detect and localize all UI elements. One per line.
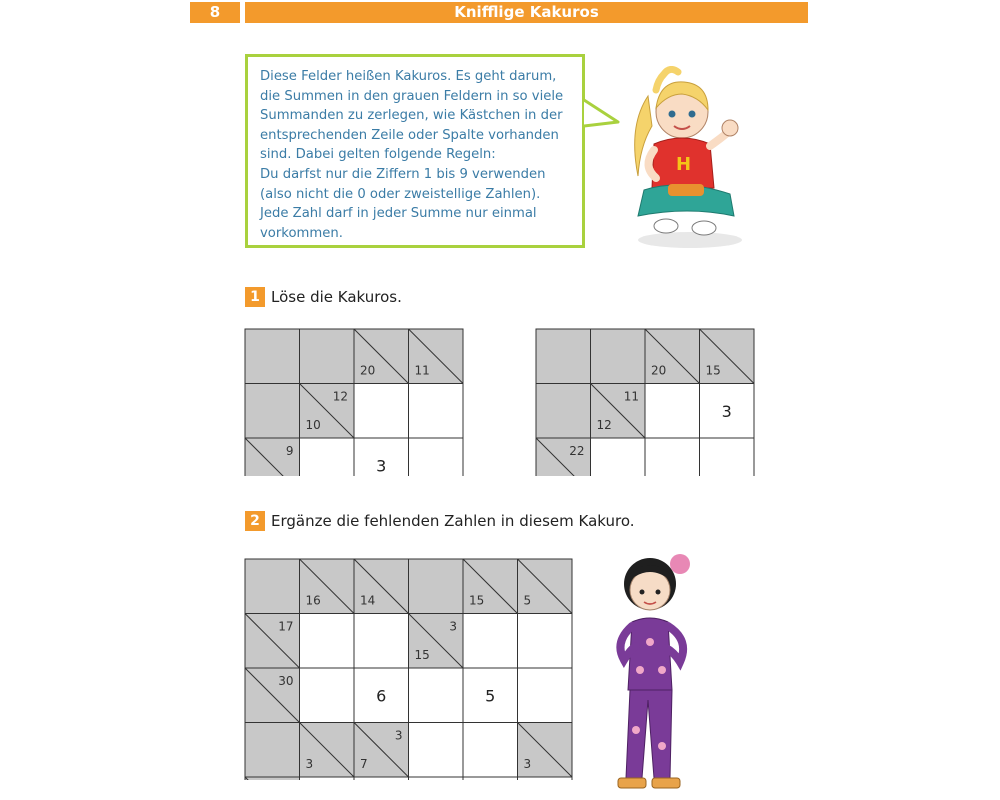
column-sum-label: 12 [596, 418, 612, 432]
page-number: 8 [190, 2, 240, 23]
row-sum-label: 11 [623, 389, 639, 404]
clue-cell [591, 329, 646, 384]
answer-cell[interactable] [463, 723, 518, 778]
answer-cell[interactable] [354, 384, 409, 439]
given-digit: 5 [485, 686, 496, 706]
clue-cell [409, 614, 464, 669]
clue-cell [536, 329, 591, 384]
kakuro-puzzle-2 [535, 328, 757, 476]
answer-cell[interactable] [409, 723, 464, 778]
clue-cell [409, 559, 464, 614]
answer-cell[interactable] [409, 438, 464, 476]
intro-text: Diese Felder heißen Kakuros. Es geht darum, die Summen in den grauen Feldern in so viele Summanden zu zerlegen, wie Kästchen in der entsprechenden Zeile oder Spalte vorhanden sind. Dabei gelten folgende Regeln: Du darfst nur die Ziffern 1 bis 9 verwenden (also nicht die 0 oder zweistellige Zahlen). Jede Zahl darf in jeder Summe nur einmal vorkommen. [260, 69, 564, 241]
answer-cell[interactable] [463, 668, 518, 723]
answer-cell[interactable] [463, 614, 518, 669]
answer-cell[interactable] [700, 438, 755, 476]
answer-cell[interactable] [409, 384, 464, 439]
answer-cell[interactable] [300, 668, 355, 723]
girl-blonde-illustration [618, 66, 748, 250]
kakuro-puzzle-1 [244, 328, 466, 476]
row-sum-label: 3 [449, 619, 457, 634]
answer-cell[interactable] [354, 438, 409, 476]
column-sum-label: 11 [414, 363, 430, 378]
given-digit: 6 [376, 686, 387, 706]
clue-cell [245, 384, 300, 439]
given-digit: 3 [721, 401, 732, 421]
clue-cell [536, 438, 591, 476]
clue-cell [354, 723, 409, 778]
column-sum-label: 15 [705, 363, 721, 378]
answer-cell[interactable] [518, 777, 573, 780]
clue-cell [409, 329, 464, 384]
clue-cell [300, 559, 355, 614]
answer-cell[interactable] [300, 614, 355, 669]
answer-cell[interactable] [645, 438, 700, 476]
clue-cell [300, 329, 355, 384]
speech-bubble [245, 54, 585, 248]
clue-cell [300, 384, 355, 439]
task-2-instruction: Ergänze die fehlenden Zahlen in diesem Kakuro. [271, 512, 635, 530]
clue-cell [354, 559, 409, 614]
clue-cell [518, 559, 573, 614]
task-2-number: 2 [245, 511, 265, 531]
row-sum-label: 3 [394, 728, 403, 743]
task-1-instruction: Löse die Kakuros. [271, 288, 402, 306]
answer-cell[interactable] [518, 668, 573, 723]
clue-cell [463, 559, 518, 614]
task-1-number: 1 [245, 287, 265, 307]
column-sum-label: 10 [305, 418, 321, 432]
column-sum-label: 15 [469, 593, 485, 608]
row-sum-label: 30 [278, 674, 294, 688]
given-digit: 3 [376, 456, 387, 476]
clue-cell [645, 329, 700, 384]
clue-cell [591, 384, 646, 439]
column-sum-label: 3 [305, 757, 314, 771]
kakuro-puzzle-3 [244, 558, 576, 780]
answer-cell[interactable] [409, 777, 464, 780]
clue-cell [536, 384, 591, 439]
page-title: Knifflige Kakuros [245, 2, 808, 23]
row-sum-label: 12 [332, 389, 348, 404]
answer-cell[interactable] [591, 438, 646, 476]
answer-cell[interactable] [463, 777, 518, 780]
answer-cell[interactable] [300, 777, 355, 780]
girl-darkhair-illustration [604, 550, 714, 798]
answer-cell[interactable] [354, 777, 409, 780]
clue-cell [245, 438, 300, 476]
answer-cell[interactable] [518, 614, 573, 669]
column-sum-label: 5 [523, 593, 532, 608]
clue-cell [245, 559, 300, 614]
clue-cell [700, 329, 755, 384]
column-sum-label: 20 [651, 363, 667, 378]
clue-cell [245, 614, 300, 669]
row-sum-label: 17 [278, 619, 294, 634]
clue-cell [300, 723, 355, 778]
clue-cell [518, 723, 573, 778]
answer-cell[interactable] [354, 668, 409, 723]
column-sum-label: 16 [305, 593, 321, 608]
clue-cell [354, 329, 409, 384]
column-sum-label: 20 [360, 363, 376, 378]
answer-cell[interactable] [300, 438, 355, 476]
row-sum-label: 22 [569, 444, 585, 458]
answer-cell[interactable] [354, 614, 409, 669]
clue-cell [245, 723, 300, 778]
answer-cell[interactable] [645, 384, 700, 439]
svg-text:H: H [676, 154, 692, 175]
column-sum-label: 14 [360, 593, 376, 608]
clue-cell [245, 329, 300, 384]
column-sum-label: 3 [523, 757, 532, 771]
clue-cell [245, 668, 300, 723]
answer-cell[interactable] [700, 384, 755, 439]
row-sum-label: 9 [285, 444, 294, 458]
answer-cell[interactable] [409, 668, 464, 723]
clue-cell [245, 777, 300, 780]
column-sum-label: 7 [360, 757, 368, 771]
column-sum-label: 15 [414, 648, 430, 662]
